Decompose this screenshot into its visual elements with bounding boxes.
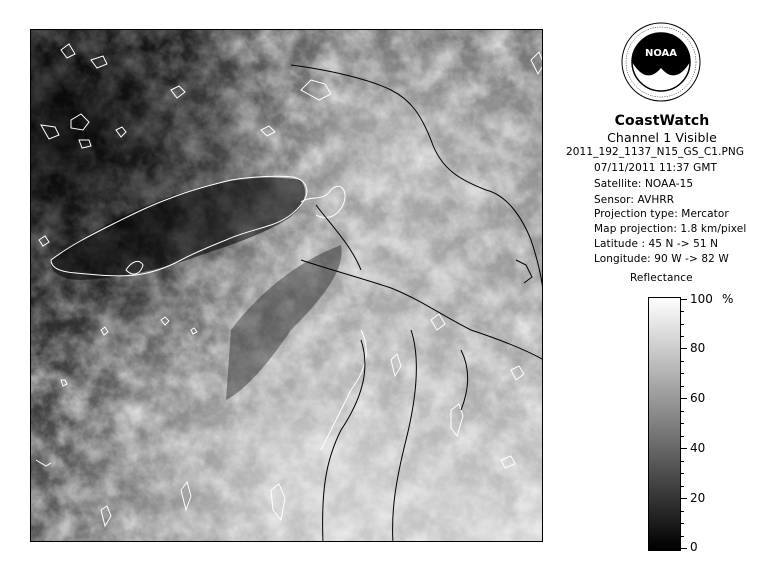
colorbar-minor-tick: [681, 361, 684, 362]
colorbar-minor-tick: [681, 324, 684, 325]
latitude-range: Latitude : 45 N -> 51 N: [594, 238, 719, 250]
colorbar-minor-tick: [681, 336, 684, 337]
map-projection: Map projection: 1.8 km/pixel: [594, 223, 747, 235]
colorbar-tick: [681, 548, 687, 549]
colorbar-minor-tick: [681, 523, 684, 524]
reflectance-colorbar: [648, 297, 681, 551]
legend-unit: %: [722, 292, 734, 306]
colorbar-minor-tick: [681, 311, 684, 312]
satellite-image-icon: [31, 30, 543, 542]
file-name: 2011_192_1137_N15_GS_C1.PNG: [566, 146, 745, 158]
colorbar-tick: [681, 448, 687, 449]
colorbar-label: 20: [690, 491, 706, 505]
date-time: 07/11/2011 11:37 GMT: [594, 162, 718, 174]
colorbar-minor-tick: [681, 536, 684, 537]
colorbar-minor-tick: [681, 423, 684, 424]
colorbar-tick: [681, 498, 687, 499]
projection-type: Projection type: Mercator: [594, 208, 729, 220]
colorbar-minor-tick: [681, 411, 684, 412]
noaa-logo-text: NOAA: [644, 48, 678, 59]
colorbar-label: 80: [690, 341, 706, 355]
colorbar-tick: [681, 398, 687, 399]
satellite-info: Satellite: NOAA-15: [594, 178, 694, 190]
satellite-map: [30, 29, 543, 542]
channel-subtitle: Channel 1 Visible: [607, 130, 717, 145]
colorbar-minor-tick: [681, 486, 684, 487]
colorbar-label: 0: [690, 540, 698, 554]
colorbar-minor-tick: [681, 373, 684, 374]
colorbar-tick: [681, 299, 687, 300]
colorbar-label: 100: [690, 292, 713, 306]
colorbar-minor-tick: [681, 473, 684, 474]
page-title: CoastWatch: [614, 113, 710, 129]
noaa-logo: [621, 22, 701, 102]
sensor-info: Sensor: AVHRR: [594, 194, 675, 206]
colorbar-minor-tick: [681, 461, 684, 462]
legend-title: Reflectance: [630, 272, 693, 284]
colorbar-tick: [681, 348, 687, 349]
colorbar-minor-tick: [681, 511, 684, 512]
colorbar-label: 60: [690, 391, 706, 405]
colorbar-minor-tick: [681, 436, 684, 437]
noaa-logo-icon: [621, 22, 701, 102]
colorbar-minor-tick: [681, 386, 684, 387]
colorbar-label: 40: [690, 441, 706, 455]
longitude-range: Longitude: 90 W -> 82 W: [594, 253, 729, 265]
